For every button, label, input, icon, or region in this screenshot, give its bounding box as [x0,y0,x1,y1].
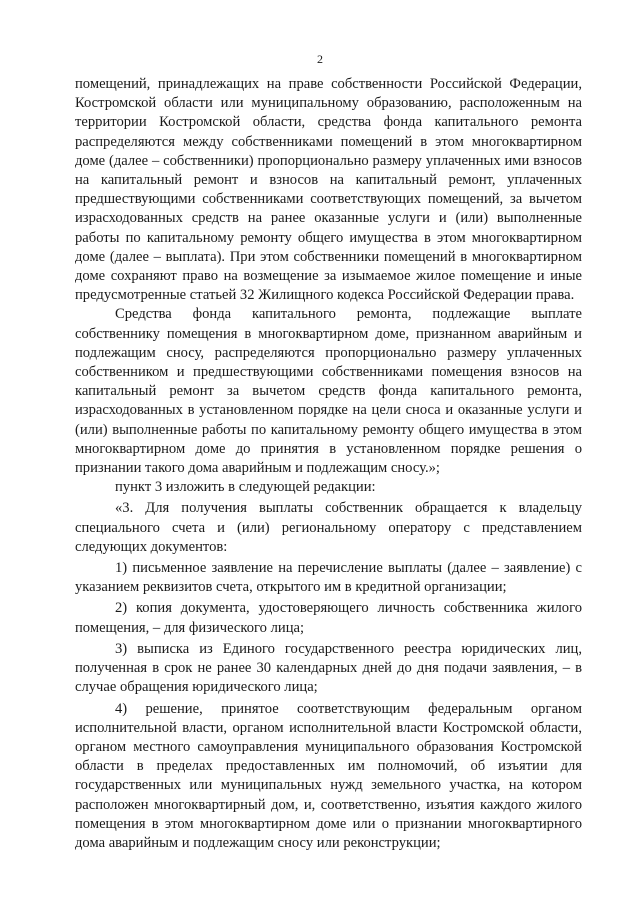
list-item-1: 1) письменное заявление на перечисление выплаты (далее – заявление) с указанием реквизитов счета, открытого им в кредитной организации; [75,560,582,596]
paragraph-capital-fund: Средства фонда капитального ремонта, подлежащие выплате собственнику помещения в многоквартирном доме, признанном аварийным и подлежащим сносу, распределяются пропорционально размеру уплаченных собственником и предшествующими собственниками помещения взносов на капитальный ремонт за вычетом средств фонда капитального ремонта, израсходованных в установленном порядке на цели сноса и оказанные услуги и (или) выполненные работы по капитальному ремонту общего имущества в этом многоквартирном доме до принятия в установленном порядке решения о признании такого дома аварийным и подлежащим сносу.»; [75,306,582,477]
paragraph-item-3: «3. Для получения выплаты собственник обращается к владельцу специального счета и (или) региональному оператору с представлением следующих документов: [75,500,582,555]
list-item-4: 4) решение, принятое соответствующим федеральным органом исполнительной власти, органом исполнительной власти Костромской области, органом местного самоуправления муниципального образования Костромской области в пределах предоставленных им полномочий, об изъятии для государственных или муниципальных нужд земельного участка, на котором расположен многоквартирный дом, и, соответственно, изъятия каждого жилого помещения в этом многоквартирном доме или о признании многоквартирного дома аварийным и подлежащим сносу или реконструкции; [75,700,582,851]
document-body [75,75,582,853]
page-number: 2 [317,52,323,66]
paragraph-amendment-intro: пункт 3 изложить в следующей редакции: [115,479,376,496]
list-item-2: 2) копия документа, удостоверяющего личность собственника жилого помещения, – для физического лица; [75,600,582,636]
paragraph-continuation: помещений, принадлежащих на праве собственности Российской Федерации, Костромской области или муниципальному образованию, расположенным на территории Костромской области, средства фонда капитального ремонта распределяются между собственниками помещений в этом многоквартирном доме (далее – собственники) пропорционально размеру уплаченных ими взносов на капитальный ремонт и взносов на капитальный ремонт, уплаченных предшествующими собственниками соответствующих помещений, за вычетом израсходованных средств на ранее оказанные услуги и (или) выполненные работы по капитальному ремонту общего имущества в этом многоквартирном доме (далее – выплата). При этом собственники помещений в многоквартирном доме сохраняют право на возмещение за изымаемое жилое помещение и иные предусмотренные статьей 32 Жилищного кодекса Российской Федерации права. [75,76,582,304]
list-item-3: 3) выписка из Единого государственного реестра юридических лиц, полученная в срок не ранее 30 календарных дней до дня подачи заявления, – в случае обращения юридического лица; [75,640,582,696]
